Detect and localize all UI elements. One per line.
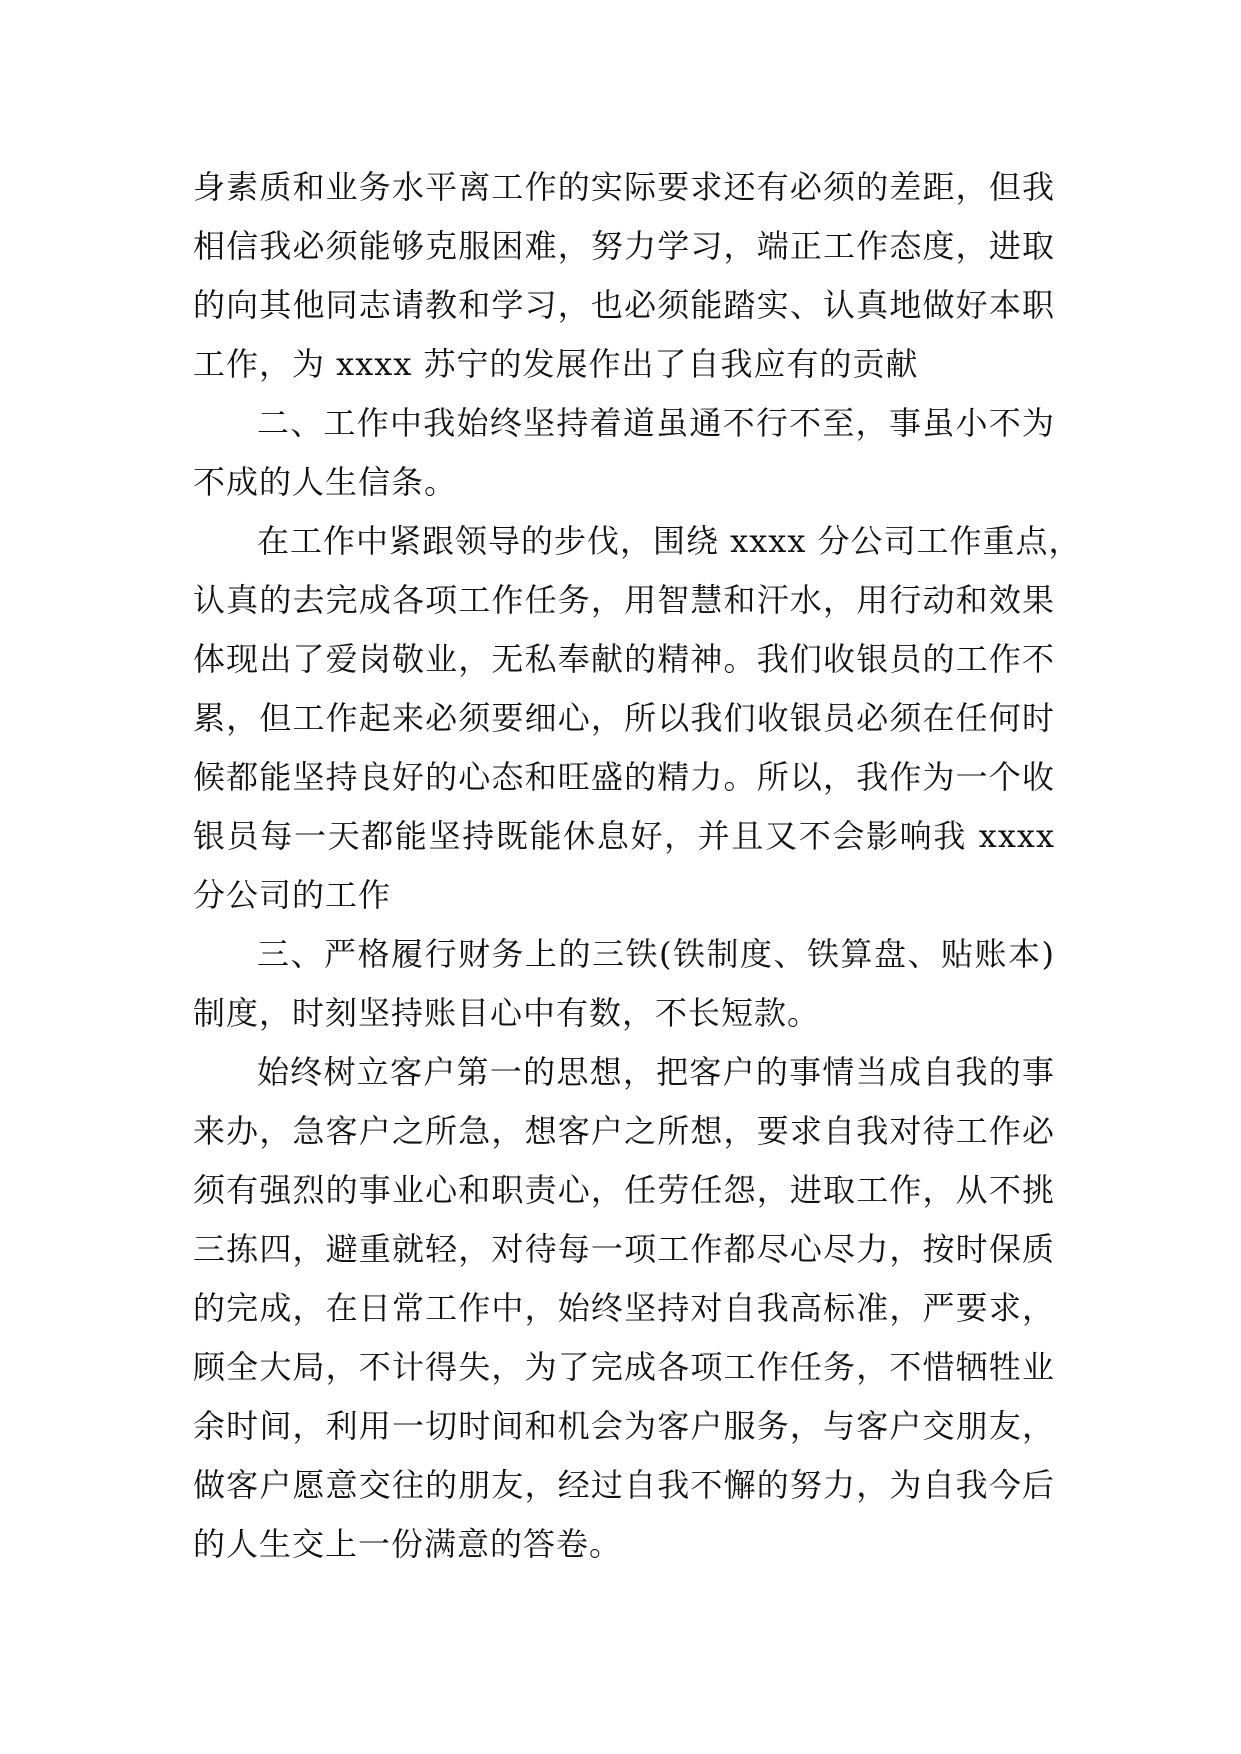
- document-body: [193, 158, 1082, 1574]
- text-line: 顾全大局，不计得失，为了完成各项工作任务，不惜牺牲业: [193, 1348, 1055, 1386]
- text-line: 工作，为 xxxx 苏宁的发展作出了自我应有的贡献: [193, 345, 919, 383]
- text-line: 认真的去完成各项工作任务，用智慧和汗水，用行动和效果: [193, 581, 1055, 619]
- text-line: 做客户愿意交往的朋友，经过自我不懈的努力，为自我今后: [193, 1466, 1055, 1504]
- text-line: 始终树立客户第一的思想，把客户的事情当成自我的事: [257, 1053, 1055, 1091]
- text-line: 体现出了爱岗敬业，无私奉献的精神。我们收银员的工作不: [193, 640, 1055, 678]
- text-line: 身素质和业务水平离工作的实际要求还有必须的差距，但我: [193, 168, 1055, 206]
- text-line: 分公司的工作: [193, 876, 392, 914]
- text-line: 相信我必须能够克服困难，努力学习，端正工作态度，进取: [193, 227, 1055, 265]
- text-line: 银员每一天都能坚持既能休息好，并且又不会影响我 xxxx: [193, 817, 1055, 855]
- text-line: 不成的人生信条。: [193, 463, 458, 501]
- text-line: 的向其他同志请教和学习，也必须能踏实、认真地做好本职: [193, 286, 1055, 324]
- text-line: 余时间，利用一切时间和机会为客户服务，与客户交朋友，: [193, 1407, 1055, 1445]
- text-line: 三、严格履行财务上的三铁(铁制度、铁算盘、贴账本): [257, 935, 1055, 973]
- text-line: 制度，时刻坚持账目心中有数，不长短款。: [193, 994, 821, 1032]
- text-line: 须有强烈的事业心和职责心，任劳任怨，进取工作，从不挑: [193, 1171, 1055, 1209]
- text-line: 的人生交上一份满意的答卷。: [193, 1525, 623, 1563]
- text-line: 累，但工作起来必须要细心，所以我们收银员必须在任何时: [193, 699, 1055, 737]
- text-line: 的完成，在日常工作中，始终坚持对自我高标准，严要求，: [193, 1289, 1055, 1327]
- text-line: 二、工作中我始终坚持着道虽通不行不至，事虽小不为: [257, 404, 1055, 442]
- text-line: 三拣四，避重就轻，对待每一项工作都尽心尽力，按时保质: [193, 1230, 1055, 1268]
- text-line: 候都能坚持良好的心态和旺盛的精力。所以，我作为一个收: [193, 758, 1055, 796]
- text-line: 来办，急客户之所急，想客户之所想，要求自我对待工作必: [193, 1112, 1055, 1150]
- text-line: 在工作中紧跟领导的步伐，围绕 xxxx 分公司工作重点，: [257, 522, 1082, 560]
